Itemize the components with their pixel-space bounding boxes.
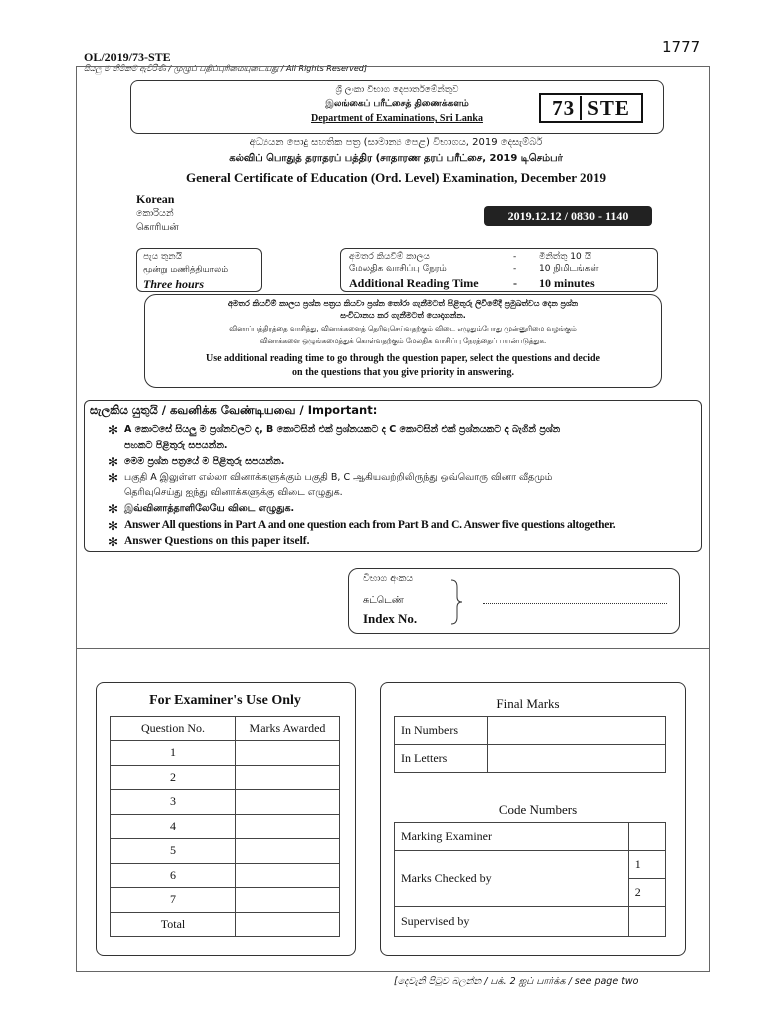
bullet-icon: ✻	[108, 423, 119, 437]
col-question-header: Question No.	[111, 717, 236, 741]
question-cell: 6	[111, 863, 236, 888]
subject-tamil: கொரியன்	[136, 222, 179, 233]
reading-sep-1: -	[513, 252, 517, 262]
bullet-icon: ✻	[108, 535, 119, 549]
in-numbers-label: In Numbers	[395, 717, 488, 745]
important-item-4: இவ்வினாத்தாளிலேயே விடை எழுதுக.	[124, 503, 295, 514]
marks-cell[interactable]	[236, 765, 340, 790]
duration-sinhala: පැය තුනයි	[143, 252, 183, 262]
important-item-3-cont: தெரிவுசெய்து ஐந்து வினாக்களுக்கு விடை எழுதுக.	[124, 487, 343, 498]
paper-code: OL/2019/73-STE	[84, 50, 171, 64]
duration-english: Three hours	[143, 277, 205, 291]
marking-examiner-label: Marking Examiner	[395, 823, 629, 851]
rights-line: සියලු ම හිමිකම් ඇවිරිණි / முழுப் பதிப்புரிமையுடையது / All Rights Reserved]	[84, 64, 368, 73]
index-tamil: சுட்டெண்	[363, 595, 404, 606]
duration-box	[136, 248, 262, 292]
marks-cell[interactable]	[236, 888, 340, 913]
code-number: 73	[552, 95, 576, 120]
checked-1-number: 1	[634, 857, 641, 871]
duration-tamil: மூன்று மணித்தியாலம்	[143, 265, 229, 275]
supervised-by-field[interactable]	[628, 907, 665, 937]
department-english: Department of Examinations, Sri Lanka	[311, 113, 483, 124]
index-number-field[interactable]	[483, 603, 667, 604]
index-sinhala: විභාග අංකය	[363, 573, 414, 584]
important-item-1: A කොටසේ සියලු ම ප්‍රශ්නවලට ද, B කොටසින් එක් ප්‍රශ්නයකට ද C කොටසින් එක් ප්‍රශ්නයකට ද බැගින් ප්‍රශ්න	[124, 424, 561, 435]
question-cell: 5	[111, 839, 236, 864]
brace-icon	[449, 579, 463, 625]
important-item-2: මෙම ප්‍රශ්න පත්‍රයේ ම පිළිතුරු සපයන්න.	[124, 456, 285, 467]
department-banner	[130, 80, 664, 134]
bullet-icon: ✻	[108, 519, 119, 533]
marks-cell[interactable]	[236, 741, 340, 766]
examiner-title: For Examiner's Use Only	[149, 693, 301, 708]
exam-title-english: General Certificate of Education (Ord. Level) Examination, December 2019	[185, 170, 606, 185]
total-cell: Total	[111, 912, 236, 937]
reading-sep-3: -	[513, 276, 517, 290]
instruction-english-2: on the questions that you give priority in answering.	[292, 367, 514, 378]
marks-cell[interactable]	[236, 790, 340, 815]
reading-instruction-box	[144, 294, 662, 388]
reading-tamil-label: மேலதிக வாசிப்பு நேரம்	[349, 264, 447, 274]
date-time-badge: 2019.12.12 / 0830 - 1140	[484, 206, 652, 226]
final-marks-title: Final Marks	[496, 696, 560, 711]
question-cell: 1	[111, 741, 236, 766]
marks-cell[interactable]	[236, 814, 340, 839]
marks-checked-label: Marks Checked by	[395, 851, 629, 907]
subject-sinhala: කොරියන්	[136, 208, 174, 219]
marking-examiner-field[interactable]	[628, 823, 665, 851]
question-cell: 4	[111, 814, 236, 839]
index-english: Index No.	[363, 611, 418, 626]
bullet-icon: ✻	[108, 471, 119, 485]
department-tamil: இலங்கைப் பரீட்சைத் திணைக்களம்	[325, 99, 469, 109]
index-number-box	[348, 568, 680, 634]
important-item-5: Answer All questions in Part A and one question each from Part B and C. Answer five questions altogether.	[124, 519, 616, 531]
total-marks-cell[interactable]	[236, 912, 340, 937]
in-numbers-field[interactable]	[488, 717, 666, 745]
in-letters-field[interactable]	[488, 745, 666, 773]
question-cell: 7	[111, 888, 236, 913]
reading-sinhala-value: මිනිත්තු 10 යි	[539, 252, 592, 262]
instruction-sinhala-2: සංවිධානය කර ගැනීමටත් යොදාගන්න.	[340, 311, 466, 320]
exam-title-tamil: கல்விப் பொதுத் தராதரப் பத்திர (சாதாரண தரப் பரீட்சை, 2019 டிசெம்பர்	[229, 153, 563, 164]
checked-1-field[interactable]	[628, 851, 665, 879]
question-cell: 3	[111, 790, 236, 815]
instruction-sinhala-1: අමතර කියවීම් කාලය ප්‍රශ්න පත්‍රය කියවා ප්‍රශ්න තෝරා ගැනීමටත් පිළිතුරු ලිවීමේදී ප්‍රමුඛත්වය දෙන ප්‍රශ්න	[227, 299, 579, 308]
section-divider	[76, 648, 710, 649]
supervised-by-label: Supervised by	[395, 907, 629, 937]
reading-tamil-value: 10 நிமிடங்கள்	[539, 264, 599, 274]
see-page-two: [දෙවැනි පිටුව බලන්න / பக். 2 ஐப் பார்க்க / see page two	[394, 976, 639, 987]
checked-2-number: 2	[634, 885, 641, 899]
subject-english: Korean	[136, 192, 175, 206]
reading-english-label: Additional Reading Time	[349, 276, 479, 290]
code-numbers-title: Code Numbers	[498, 802, 578, 817]
important-item-3: பகுதி A இலுள்ள எல்லா வினாக்களுக்கும் பகுதி B, C ஆகியவற்றிலிருந்து ஒவ்வொரு வினா வீதமும்	[124, 472, 553, 483]
checked-2-field[interactable]	[628, 879, 665, 907]
department-sinhala: ශ්‍රී ලංකා විභාග දෙපාර්තමේන්තුව	[335, 85, 459, 95]
in-letters-label: In Letters	[395, 745, 488, 773]
important-title: සැලකිය යුතුයි / கவனிக்க வேண்டியவை / Important:	[90, 403, 378, 417]
bullet-icon: ✻	[108, 455, 119, 469]
col-marks-header: Marks Awarded	[236, 717, 340, 741]
code-numbers-table	[394, 822, 666, 937]
marks-cell[interactable]	[236, 863, 340, 888]
bullet-icon: ✻	[108, 502, 119, 516]
marks-cell[interactable]	[236, 839, 340, 864]
final-marks-table	[394, 716, 666, 773]
important-item-1-cont: පහකට පිළිතුරු සපයන්න.	[124, 440, 228, 451]
question-cell: 2	[111, 765, 236, 790]
instruction-english-1: Use additional reading time to go through the question paper, select the questions and decide	[205, 353, 600, 364]
page-number-top: 1777	[662, 38, 701, 56]
reading-time-box	[340, 248, 658, 292]
paper-code-badge	[539, 93, 643, 123]
reading-sep-2: -	[513, 264, 517, 274]
reading-english-value: 10 minutes	[539, 276, 595, 290]
reading-sinhala-label: අමතර කියවීම් කාලය	[349, 252, 430, 262]
important-item-6: Answer Questions on this paper itself.	[124, 535, 310, 547]
code-divider	[580, 96, 582, 120]
exam-title-sinhala: අධ්‍යයන පොදු සහතික පත්‍ර (සාමාන්‍ය පෙළ) විභාගය, 2019 දෙසැම්බර්	[249, 137, 543, 148]
code-letters: STE	[587, 95, 630, 120]
instruction-tamil-2: வினாக்களை ஒழுங்கமைத்துக் கொள்வதற்கும் மேலதிக வாசிப்பு நேரத்தைப் பயன்படுத்துக.	[259, 337, 547, 345]
instruction-tamil-1: வினாப்பத்திரத்தை வாசித்து, வினாக்களைத் தெரிவுசெய்வதற்கும் விடை எழுதும்போது முன்னுரிமை வழங்கும்	[229, 325, 577, 333]
examiner-table	[110, 716, 340, 937]
